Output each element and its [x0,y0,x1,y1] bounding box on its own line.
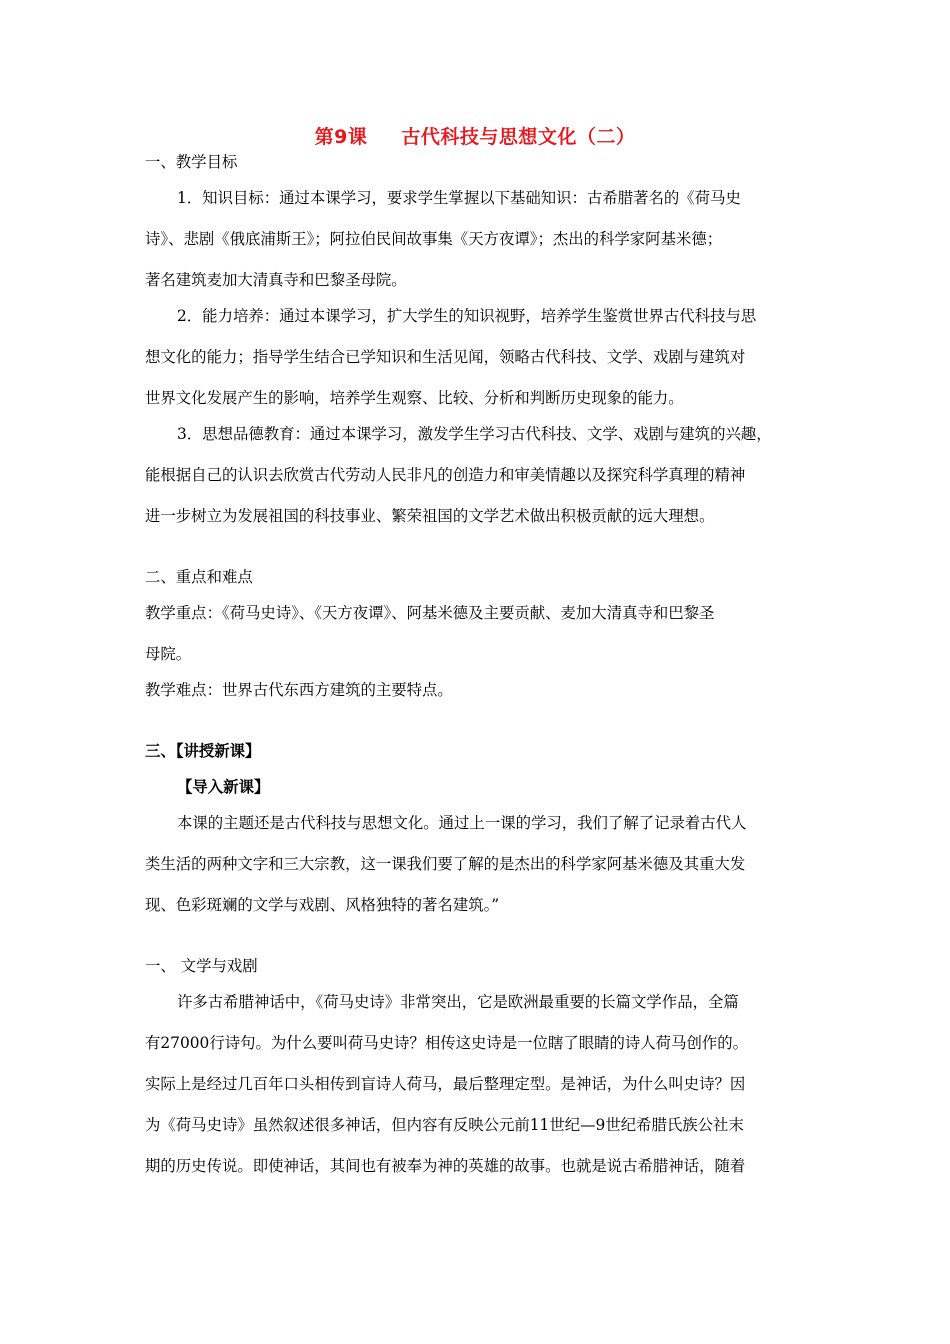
text-line: 著名建筑麦加大清真寺和巴黎圣母院。 [145,271,407,289]
text-line: 3．思想品德教育：通过本课学习，激发学生学习古代科技、文学、戏剧与建筑的兴趣， [177,425,772,443]
text-line: 1．知识目标：通过本课学习，要求学生掌握以下基础知识：古希腊著名的《荷马史 [177,189,741,207]
text-line: 一、教学目标 [145,153,238,171]
text-line: 期的历史传说。即使神话，其间也有被奉为神的英雄的故事。也就是说古希腊神话，随着 [145,1157,746,1175]
text-line: 许多古希腊神话中，《荷马史诗》非常突出，它是欧洲最重要的长篇文学作品，全篇 [177,993,739,1011]
text-line: 为《荷马史诗》虽然叙述很多神话，但内容有反映公元前11世纪—9世纪希腊氏族公社末 [145,1116,744,1134]
text-line: 有27000行诗句。为什么要叫荷马史诗？相传这史诗是一位瞎了眼睛的诗人荷马创作的。 [145,1034,749,1052]
text-line: 想文化的能力；指导学生结合已学知识和生活见闻，领略古代科技、文学、戏剧与建筑对 [145,348,746,366]
text-line: 类生活的两种文字和三大宗教，这一课我们要了解的是杰出的科学家阿基米德及其重大发 [145,855,746,873]
text-line: 二、重点和难点 [145,568,253,586]
text-line: 【导入新课】 [177,778,270,796]
page-title [0,122,950,149]
text-line: 一、 文学与戏剧 [145,957,258,975]
text-line: 母院。 [145,645,192,663]
text-line: 本课的主题还是古代科技与思想文化。通过上一课的学习，我们了解了记录着古代人 [177,814,747,832]
lesson-number: 第9课 [314,126,368,148]
text-line: 世界文化发展产生的影响，培养学生观察、比较、分析和判断历史现象的能力。 [145,389,684,407]
text-line: 教学难点：世界古代东西方建筑的主要特点。 [145,681,453,699]
lesson-name: 古代科技与思想文化（二） [401,126,636,148]
text-line: 实际上是经过几百年口头相传到盲诗人荷马，最后整理定型。是神话，为什么叫史诗？因 [145,1075,746,1093]
text-line: 能根据自己的认识去欣赏古代劳动人民非凡的创造力和审美情趣以及探究科学真理的精神 [145,466,746,484]
text-line: 诗》、悲剧《俄底浦斯王》；阿拉伯民间故事集《天方夜谭》；杰出的科学家阿基米德； [145,230,723,248]
text-line: 现、色彩斑斓的文学与戏剧、风格独特的著名建筑。” [145,896,500,914]
text-line: 2．能力培养：通过本课学习，扩大学生的知识视野，培养学生鉴赏世界古代科技与思 [177,307,757,325]
text-line: 进一步树立为发展祖国的科技事业、繁荣祖国的文学艺术做出积极贡献的远大理想。 [145,507,715,525]
text-line: 三、【讲授新课】 [145,742,261,760]
text-line: 教学重点：《荷马史诗》、《天方夜谭》、阿基米德及主要贡献、麦加大清真寺和巴黎圣 [145,604,715,622]
